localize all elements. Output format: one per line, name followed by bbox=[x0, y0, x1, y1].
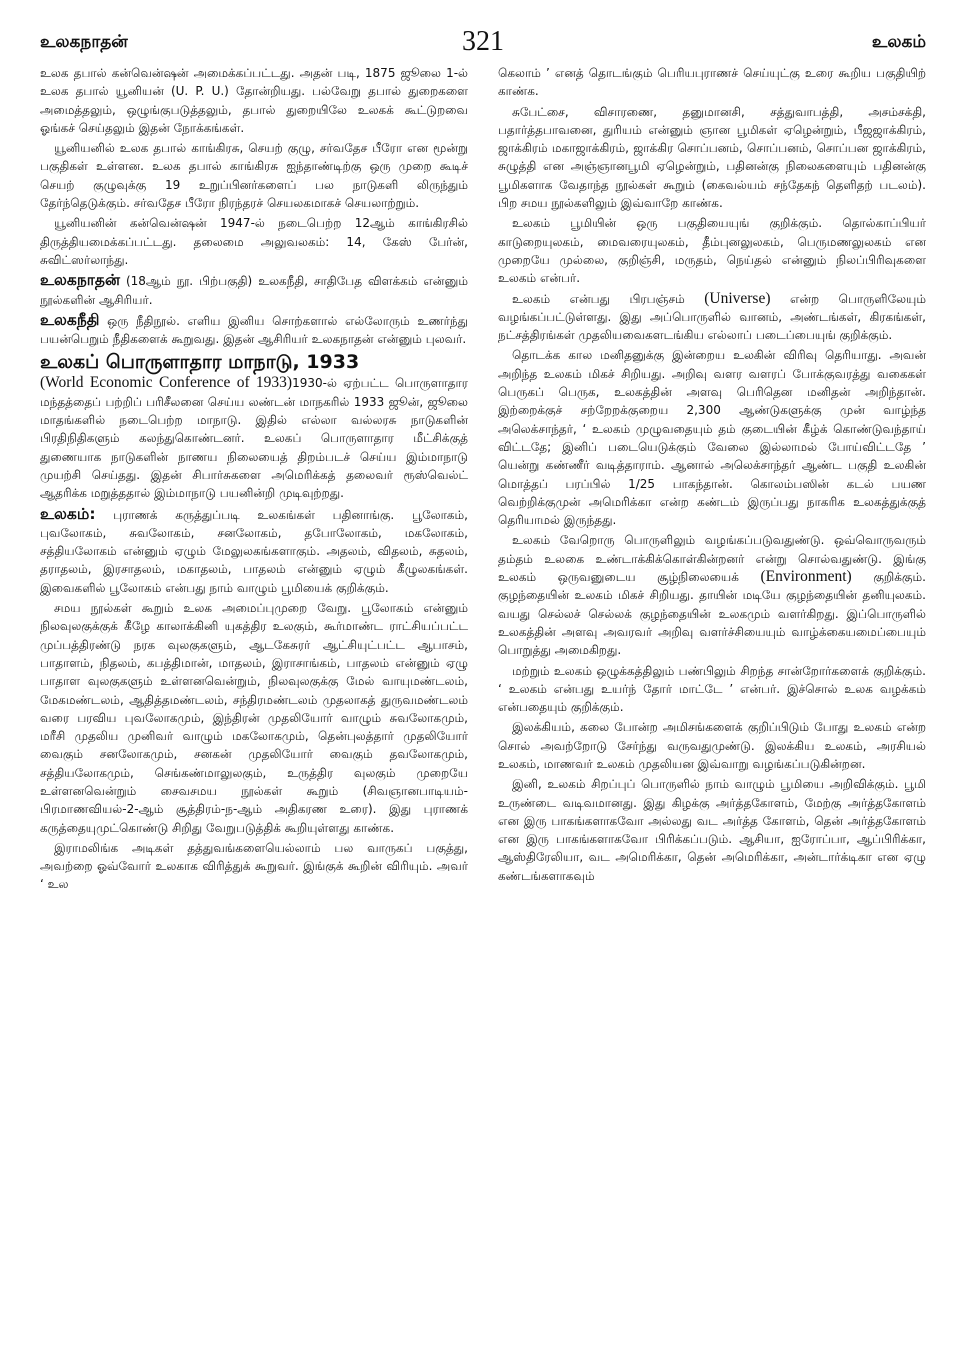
paragraph: இலக்கியம், கலை போன்ற அமிசங்களைக் குறிப்பிடும் போது உலகம் என்ற சொல் அவற்றோடு சேர்ந்து வருவதுமுண்டு. இலக்கிய உலகம், அரசியல் உலகம், மாணவர் உலகம் முதலியன இவ்வாறு வழங்கப்படுகின்றன. bbox=[498, 720, 926, 771]
headword: உலகநீதி bbox=[40, 310, 100, 329]
paragraph-universe bbox=[498, 290, 926, 345]
english-term: (Universe) bbox=[704, 289, 771, 307]
headword: உலகம்: bbox=[40, 504, 96, 523]
entry-ulagam bbox=[40, 505, 468, 597]
paragraph: உலகம் பூமியின் ஒரு பகுதியையுங் குறிக்கும். தொல்காப்பியர் காடுறையுலகம், மைவரையுலகம், தீம்புனலுலகம், பெருமணலுலகம் என முறையே முல்லை, குறிஞ்சி, மருதம், நெய்தல் என்னும் நிலப்பிரிவுகளை உலகம் என்பர். bbox=[498, 216, 926, 286]
paragraph: யூனியனில் உலக தபால் காங்கிரசு, செயற் குழு, சர்வதேச பீரோ என மூன்று பகுதிகள் உள்ளன. உலக தபால் காங்கிரசு ஐந்தாண்டிற்கு ஒரு முறை கூடிச் செயற் குழுவுக்கு 19 உறுப்பினர்களைப் பல நாடுகளி லிருந்தும் தேர்ந்தெடுக்கும். சர்வதேச பீரோ நிரந்தரச் செயலகமாகச் செயலாற்றும். bbox=[40, 141, 468, 211]
right-guide-word: உலகம் bbox=[871, 32, 926, 52]
text-columns bbox=[40, 64, 926, 1354]
headword: உலகநாதன் bbox=[40, 271, 121, 290]
paragraph: தொடக்க கால மனிதனுக்கு இன்றைய உலகின் விரிவு தெரியாது. அவன் அறிந்த உலகம் மிகச் சிறியது. அறிவு வளர வளரப் போக்குவரத்து வகைகள் பெருகப் பெருக, உலகத்தின் அளவு பெரிதென மனிதன் அறிந்தான். இற்றைக்குச் சற்றேறக்குறைய 2,300 ஆண்டுகளுக்கு முன் வாழ்ந்த அலெக்சாந்தர், ‘ உலகம் முழுவதையும் தம் குடையின் கீழ்க் கொண்டுவந்தாய் விட்டதே; இனிப் படையெடுக்கும் வேலை இல்லாமல் போய்விட்டதே ’ யென்று கண்ணீர் வடித்தாராம். ஆனால் அலெக்சாந்தர் ஆண்ட பகுதி உலகின் மொத்தப் பரப்பில் 1/25 பாகந்தான். கொலம்பஸின் கடல் பயண வெற்றிக்குமுன் அமெரிக்கா என்ற கண்டம் இருப்பது நாகரிக உலகத்துக்குத் தெரியாமல் இருந்தது. bbox=[498, 348, 926, 528]
text: உலகம் என்பது பிரபஞ்சம் bbox=[512, 291, 705, 306]
paragraph: சுபேட்சை, விசாரணை, தனுமானசி, சத்துவாபத்தி, அசம்சக்தி, பதார்த்தபாவனை, துரியம் என்னும் ஞான பூமிகள் ஏழென்றும், பீஜஜாக்கிரம், ஜாக்கிரம் மகாஜாக்கிரம், ஜாக்கிர சொப்பனம், சொப்பனம், சொப்பன ஜாக்கிரம், சுழுத்தி என அஞ்ஞானபூமி ஏழென்றும், பதினன்கு நிலைகளையும் பதினன்கு பூமிகளாக வேதாந்த நூல்கள் கூறும் (கைவல்யம் சந்தேகந் தெளிதற் படலம்). பிற சமய நூல்களிலும் இவ்வாறே காண்க. bbox=[498, 104, 926, 211]
right-column bbox=[498, 64, 926, 1354]
page-header bbox=[40, 26, 926, 64]
entry-text: புராணக் கருத்துப்படி உலகங்கள் பதினாங்கு. பூலோகம், புவலோகம், சுவலோகம், சனலோகம், தபோலோகம், மகலோகம், சத்தியலோகம் என்னும் ஏழும் மேலுலகங்களாகும். அதலம், விதலம், சுதலம், தராதலம், இரசாதலம், மகாதலம், பாதலம் என்னும் ஏழும் கீழுலகங்கள். இவைகளில் பூலோகம் என்பது நாம் வாழும் பூமியைக் குறிக்கும். bbox=[40, 507, 468, 595]
paragraph: மற்றும் உலகம் ஒழுக்கத்திலும் பண்பிலும் சிறந்த சான்றோர்களைக் குறிக்கும். ‘ உலகம் என்பது உயர்ந் தோர் மாட்டே ’ என்பர். இச்சொல் உலக வழக்கம் என்பதையும் குறிக்கும். bbox=[498, 663, 926, 715]
paragraph: யூனியனின் கன்வென்ஷன் 1947-ல் நடைபெற்ற 12ஆம் காங்கிரசில் திருத்தியமைக்கப்பட்டது. தலைமை அலுவலகம்: 14, கேஸ் பேர்ன், சுவிட்ஸர்லாந்து. bbox=[40, 216, 468, 267]
page-number: 321 bbox=[462, 26, 504, 57]
entry-ulaganathan bbox=[40, 271, 468, 309]
entry-ulaganeethi bbox=[40, 311, 468, 349]
text: என்ற பொருளிலேயும் வழங்கப்பட்டுள்ளது. இது அப்பொருளில் வானம், அண்டங்கள், கிரகங்கள், நட்சத்திரங்கள் முதலியவைகளடங்கிய எல்லாப் படைப்பையுங் குறிக்கும். bbox=[498, 291, 926, 343]
text: குறிக்கும். குழந்தையின் உலகம் மிகச் சிறியது. தாயின் மடியே குழந்தையின் தனியுலகம். வயது செல்லச் செல்லக் குழந்தையின் உலகமும் வளர்கிறது. இப்பொருளில் உலகத்தின் அளவு அவரவர் அறிவு வளர்ச்சியையும் வாழ்க்கையமைப்பையும் பொறுத்து அமைகிறது. bbox=[498, 570, 926, 658]
english-title: (World Economic Conference of 1933) bbox=[40, 374, 293, 392]
english-term: (Environment) bbox=[760, 568, 852, 586]
left-guide-word: உலகநாதன் bbox=[40, 32, 128, 52]
paragraph: இனி, உலகம் சிறப்புப் பொருளில் நாம் வாழும் பூமியை அறிவிக்கும். பூமி உருண்டை வடிவமானது. இது கிழக்கு அர்த்தகோளம், மேற்கு அர்த்தகோளம் என இரு பாகங்களாகவோ அல்லது வட அர்த்த கோளம், தென் அர்த்தகோளம் என இரு பாகங்களாகவோ பிரிக்கப்படும். ஆசியா, ஐரோப்பா, ஆப்பிரிக்கா, ஆஸ்திரேலியா, வட அமெரிக்கா, தென் அமெரிக்கா, அன்டார்க்டிகா என ஏழு கண்டங்களாகவும் bbox=[498, 777, 926, 883]
entry-text: (18ஆம் நூ. பிற்பகுதி) உலகநீதி, சாதிபேத விளக்கம் என்னும் நூல்களின் ஆசிரியர். bbox=[40, 274, 468, 307]
text: உலகம் வேறொரு பொருளிலும் வழங்கப்படுவதுண்டு. ஒவ்வொருவரும் தம்தம் உலகை உண்டாக்கிக்கொள்கின்றனர் என்று சொல்வதுண்டு. இங்கு உலகம் ஒருவனுடைய சூழ்நிலையைக் bbox=[498, 533, 926, 585]
paragraph: உலக தபால் கன்வென்ஷன் அமைக்கப்பட்டது. அதன் படி, 1875 ஜூலை 1-ல் உலக தபால் யூனியன் (U. P. U.) தோன்றியது. பல்வேறு தபால் துறைகளை அமைத்தலும், ஒழுங்குபடுத்தலும், தபால் துறையிலே உலகக் கூட்டுறவை ஓங்கச் செய்தலும் இதன் நோக்கங்கள். bbox=[40, 66, 468, 135]
headword: உலகப் பொருளாதார மாநாடு, 1933 bbox=[40, 351, 360, 374]
left-column bbox=[40, 64, 468, 1354]
paragraph: கெலாம் ’ எனத் தொடங்கும் பெரியபுராணச் செய்யுட்கு உரை கூறிய பகுதியிற் காண்க. bbox=[498, 66, 926, 99]
paragraph-environment bbox=[498, 531, 926, 659]
entry-world-economic-conference bbox=[40, 350, 468, 502]
entry-text: 1930-ல் ஏற்பட்ட பொருளாதார மந்தத்தைப் பற்றிப் பரிசீலனை செய்ய லண்டன் மாநகரில் 1933 ஜூன், ஜூலை மாதங்களில் நடைபெற்ற மாநாடு. இதில் எல்லா வல்லரசு நாடுகளின் பிரதிநிதிகளும் கலந்துகொண்டனர். உலகப் பொருளாதார மீட்சிக்குத் துணையாக நாடுகளின் நாணய நிலையைத் திறம்படச் செய்ய இம்மாநாடு முயற்சி செய்தது. இதன் சிபார்சுகளை அமெரிக்கத் தலைவர் ரூஸ்வெல்ட் ஆதரிக்க மறுத்ததால் இம்மாநாடு பயனின்றி முடிவுற்றது. bbox=[40, 376, 468, 501]
paragraph: சமய நூல்கள் கூறும் உலக அமைப்புமுறை வேறு. பூலோகம் என்னும் நிலவுலகுக்குக் கீழே காலாக்கினி யுகத்திர உலகும், கூர்மாண்ட ராட்சியப்பட்ட முப்பத்திரண்டு நரக வுலகுகளும், ஆடகேசுரர் ஆட்சியுட்பட்ட ஆபாசம், பாதாளம், நிதலம், கபத்திமான், மாதலம், இராசாங்கம், பாதலம் என்னும் ஏழு பாதாள வுலகுகளும் உள்ளனவென்றும், நிலவுலகுக்கு மேல் வாயுமண்டலம், மேகமண்டலம், ஆதித்தமண்டலம், சந்திரமண்டலம் முதலாகத் துருவமண்டலம் வரை பரவிய புவலோகமும், இந்திரன் முதலியோர் வாழும் சுவலோகமும், மரீசி முதலிய முனிவர் வாழும் மகலோகமும், தென்புலத்தார் முதலியோர் வைகும் சனலோகமும், சனகன் முதலியோர் வைகும் தவலோகமும், சத்தியலோகமும், செங்கண்மாலுலகும், உருத்திர வுலகும் முறையே உள்ளனவென்றும் சைவசமய நூல்கள் கூறும் (சிவஞானபாடியம்-பிரமாணவியல்-2-ஆம் சூத்திரம்-ந-ஆம் அதிகரண உரை). இது புராணக் கருத்தையுமுட்கொண்டு சிறிது வேறுபடுத்திக் கூறியுள்ளது காண்க. bbox=[40, 601, 468, 835]
entry-text: ஒரு நீதிநூல். எளிய இனிய சொற்களால் எல்லோரும் உணர்ந்து பயன்பெறும் நீதிகளைக் கூறுவது. இதன் ஆசிரியர் உலகநாதன் என்னும் புலவர். bbox=[40, 313, 468, 347]
paragraph: இராமலிங்க அடிகள் தத்துவங்களையெல்லாம் பல வாருகப் பகுத்து, அவற்றை ஓவ்வோர் உலகாக விரித்துக் கூறுவர். இங்குக் கூறின் விரியும். அவர் ‘ உல bbox=[40, 840, 468, 892]
